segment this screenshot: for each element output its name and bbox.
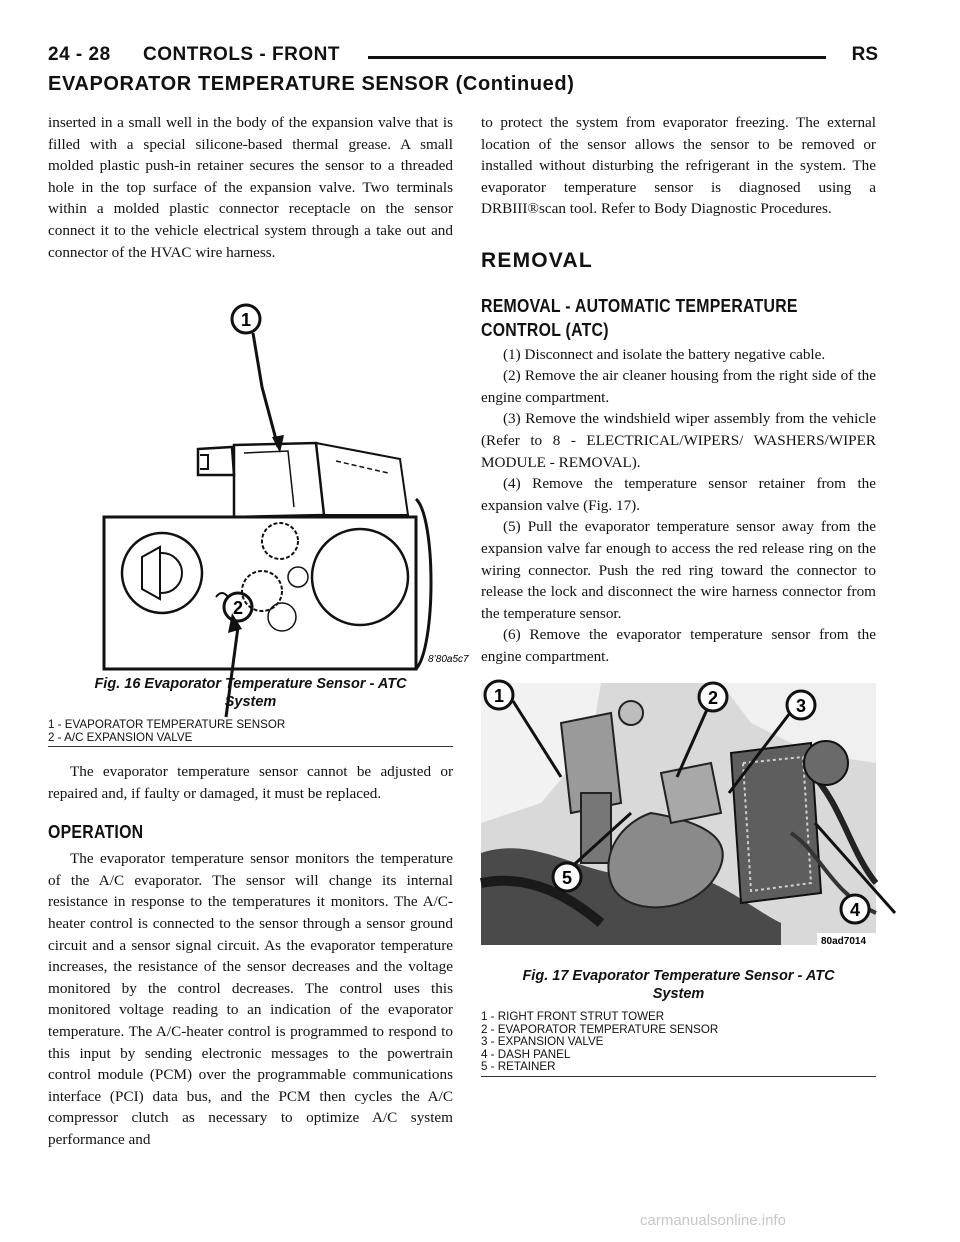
fig17-legend-item-1: 1 - RIGHT FRONT STRUT TOWER [481, 1010, 665, 1024]
right-column [481, 112, 876, 1077]
fig16-caption-line1: Fig. 16 Evaporator Temperature Sensor - ATC [94, 676, 407, 693]
fig17-caption-line1: Fig. 17 Evaporator Temperature Sensor - ATC [522, 968, 835, 985]
fig17-callout-3: 3 [795, 696, 807, 717]
fig16-callout-2-svg [208, 587, 268, 627]
fig17-photo [481, 683, 876, 953]
fig17-figure [481, 683, 876, 1076]
removal-heading: REMOVAL [481, 248, 593, 272]
fig17-callout-4: 4 [849, 900, 861, 921]
fig17-callout-1: 1 [493, 686, 505, 707]
fig16-callout-1: 1 [240, 310, 252, 331]
removal-step-5: (5) Pull the evaporator temperature sensor away from the expansion valve far enough to access the red release ring on the wiring connector. Push the red ring toward the connector to release the lock and disconnect the wire harness connector from the temperature sensor. [481, 518, 876, 622]
removal-subheading-line2: CONTROL (ATC) [481, 319, 609, 340]
fig16-leader-1 [253, 333, 278, 447]
removal-step-6: (6) Remove the evaporator temperature sensor from the engine compartment. [481, 626, 876, 665]
fig16-caption-line2: System [224, 694, 277, 711]
removal-steps [481, 344, 876, 668]
page-header [48, 44, 878, 72]
fig17-image-code: 80ad7014 [821, 936, 867, 948]
repair-paragraph: The evaporator temperature sensor cannot be adjusted or repaired and, if faulty or damaged, it must be replaced. [48, 762, 453, 802]
fig17-caption-line2: System [652, 986, 705, 1003]
fig16-legend-item-1: 1 - EVAPORATOR TEMPERATURE SENSOR [48, 718, 286, 732]
fig17-legend-item-3: 3 - EXPANSION VALVE [481, 1035, 604, 1049]
removal-step-3: (3) Remove the windshield wiper assembly from the vehicle (Refer to 8 - ELECTRICAL/WIPERS/ WASHERS/WIPER MODULE - REMOVAL). [481, 410, 876, 471]
fig17-callout-5: 5 [561, 868, 573, 889]
fig16-legend-item-2: 2 - A/C EXPANSION VALVE [48, 730, 193, 744]
fig17-legend-item-5: 5 - RETAINER [481, 1060, 556, 1074]
fig16-legend-rule [48, 746, 453, 747]
fig16-sensor-connector [198, 447, 234, 475]
left-column [48, 112, 469, 1150]
fig16-image-code: 8’80a5c7 [428, 654, 469, 666]
fig16-figure [48, 277, 469, 747]
model-code: RS [851, 44, 878, 65]
fig17-callout-5-group [553, 863, 581, 891]
fig17-callout-2-group [699, 683, 727, 711]
fig17-callout-1-group [485, 681, 513, 709]
watermark-text: carmanualsonline.info [640, 1212, 786, 1229]
page-number: 24 - 28 [48, 44, 111, 65]
continued-title: EVAPORATOR TEMPERATURE SENSOR (Continued) [48, 73, 575, 95]
operation-paragraph: The evaporator temperature sensor monitors the temperature of the A/C evaporator. The sensor will change its internal resistance in response to the temperatures it monitors. The A/C-heater control is connected to the sensor through a sensor ground circuit and a sensor signal circuit. As the evaporator temperature increases, the resistance of the sensor decreases and the voltage monitored by the control decreases. The control uses this monitored voltage reading to an indication of the evaporator temperature. The A/C-heater control is programmed to respond to this input by sending electronic messages to the powertrain control module (PCM) over the programmable communications interface (PCI) data bus, and the PCM then cycles the A/C compressor clutch as necessary to optimize A/C system performance and [48, 850, 453, 1148]
operation-heading: OPERATION [48, 822, 144, 843]
removal-step-4: (4) Remove the temperature sensor retainer from the expansion valve (Fig. 17). [481, 475, 876, 514]
fig17-legend-item-4: 4 - DASH PANEL [481, 1047, 571, 1061]
fig17-callout-2: 2 [707, 688, 719, 709]
intro-paragraph: inserted in a small well in the body of the expansion valve that is filled with a special silicone-based thermal grease. A small molded plastic push-in retainer secures the sensor to a threaded hole in the top surface of the expansion valve. Two terminals within a molded plastic connector receptacle on the sensor connect it to the vehicle electrical system through a take out and connector of the HVAC wire harness. [48, 114, 453, 261]
fig17-legend-rule [481, 1076, 876, 1077]
fig17-callout-3-group [787, 691, 815, 719]
removal-step-2: (2) Remove the air cleaner housing from the right side of the engine compartment. [481, 367, 876, 406]
section-title: CONTROLS - FRONT [143, 44, 340, 65]
fig16-callout-2: 2 [232, 598, 244, 619]
header-rule [368, 56, 826, 59]
removal-step-1: (1) Disconnect and isolate the battery negative cable. [503, 345, 826, 363]
fig17-legend-item-2: 2 - EVAPORATOR TEMPERATURE SENSOR [481, 1022, 719, 1036]
removal-subheading-line1: REMOVAL - AUTOMATIC TEMPERATURE [481, 295, 798, 316]
fig17-callout-4-group [841, 895, 869, 923]
continued-paragraph: to protect the system from evaporator freezing. The external location of the sensor allows the sensor to be removed or installed without disturbing the refrigerant in the system. The evaporator temperature sensor is diagnosed using a DRBIII®scan tool. Refer to Body Diagnostic Procedures. [481, 114, 876, 218]
